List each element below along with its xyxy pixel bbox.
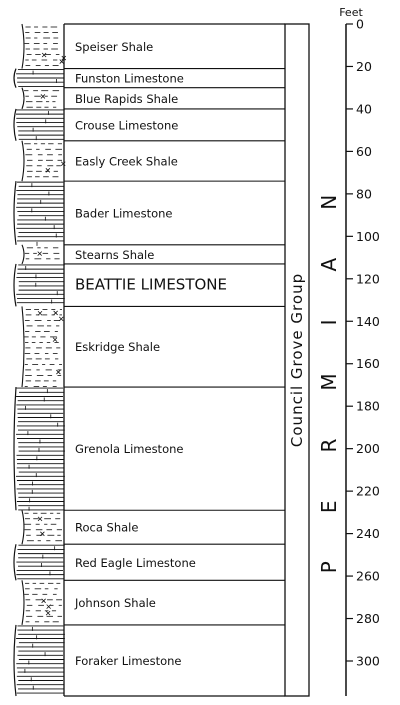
litho-interval-limestone — [14, 625, 65, 696]
limestone-edge — [14, 69, 16, 88]
shale-x-mark — [42, 53, 46, 57]
litho-interval-limestone — [14, 69, 64, 88]
axis-tick-label: 120 — [356, 271, 380, 287]
litho-interval-limestone — [14, 264, 65, 306]
axis-tick-label: 100 — [356, 228, 380, 244]
unit-label: Bader Limestone — [75, 206, 173, 221]
shale-x-mark — [54, 311, 58, 315]
shale-x-mark — [38, 252, 42, 256]
depth-axis — [339, 6, 380, 696]
unit-label: Foraker Limestone — [75, 653, 182, 668]
litho-interval-limestone — [14, 387, 65, 511]
litho-interval-limestone — [14, 181, 64, 246]
unit-label: Red Eagle Limestone — [75, 555, 196, 570]
shale-edge — [22, 141, 24, 181]
unit-label: Funston Limestone — [75, 71, 184, 86]
litho-interval-limestone — [14, 109, 65, 141]
limestone-edge — [14, 181, 16, 245]
axis-tick-label: 20 — [356, 58, 372, 74]
litho-interval-shale — [22, 580, 62, 625]
system-label: PERMIAN — [317, 146, 341, 574]
litho-interval-shale — [22, 510, 62, 544]
unit-label: Grenola Limestone — [75, 442, 184, 457]
axis-tick-label: 160 — [356, 356, 380, 372]
shale-x-mark — [41, 94, 45, 98]
unit-label: Roca Shale — [75, 520, 139, 535]
shale-edge — [22, 580, 24, 625]
shale-edge — [22, 510, 24, 544]
unit-label: Stearns Shale — [75, 247, 155, 262]
shale-x-mark — [42, 599, 46, 603]
axis-tick-label: 200 — [356, 441, 380, 457]
lithologic-column — [14, 24, 66, 696]
shale-x-mark — [47, 605, 51, 609]
axis-tick-label: 240 — [356, 526, 380, 542]
limestone-edge — [14, 387, 16, 510]
limestone-edge — [14, 264, 16, 306]
litho-interval-shale — [22, 88, 59, 109]
shale-x-mark — [40, 532, 44, 536]
litho-interval-limestone — [14, 544, 65, 580]
unit-boxes — [64, 24, 285, 696]
limestone-edge — [14, 109, 16, 141]
shale-edge — [22, 245, 24, 264]
shale-x-mark — [60, 60, 64, 64]
litho-interval-shale — [22, 24, 66, 69]
unit-label: Eskridge Shale — [75, 340, 161, 355]
axis-title: Feet — [339, 6, 363, 19]
shale-x-mark — [59, 317, 63, 321]
group-label: Council Grove Group — [288, 272, 306, 448]
axis-tick-label: 180 — [356, 398, 380, 414]
unit-label: Speiser Shale — [75, 39, 154, 54]
shale-edge — [22, 88, 24, 109]
group-column — [285, 24, 309, 696]
litho-interval-shale — [22, 306, 63, 387]
unit-label: Johnson Shale — [75, 596, 156, 611]
axis-tick-label: 80 — [356, 186, 372, 202]
unit-label: Easly Creek Shale — [75, 154, 178, 169]
unit-label: Crouse Limestone — [75, 118, 179, 133]
unit-label: Blue Rapids Shale — [75, 91, 179, 106]
litho-interval-shale — [22, 141, 65, 181]
axis-tick-label: 280 — [356, 611, 380, 627]
axis-tick-label: 260 — [356, 568, 380, 584]
shale-x-mark — [56, 370, 60, 374]
axis-tick-label: 40 — [356, 101, 372, 117]
axis-tick-label: 0 — [356, 16, 364, 32]
limestone-edge — [14, 625, 16, 696]
limestone-edge — [14, 544, 16, 580]
axis-tick-label: 140 — [356, 313, 380, 329]
shale-edge — [22, 306, 24, 387]
shale-x-mark — [46, 168, 50, 172]
shale-x-mark — [53, 338, 57, 342]
litho-interval-shale — [22, 245, 60, 264]
axis-tick-label: 60 — [356, 143, 372, 159]
shale-x-mark — [38, 311, 42, 315]
axis-tick-label: 300 — [356, 653, 380, 669]
system-column — [317, 24, 346, 696]
shale-edge — [22, 24, 24, 69]
shale-x-mark — [46, 611, 50, 615]
unit-label: BEATTIE LIMESTONE — [75, 275, 227, 294]
axis-tick-label: 220 — [356, 483, 380, 499]
